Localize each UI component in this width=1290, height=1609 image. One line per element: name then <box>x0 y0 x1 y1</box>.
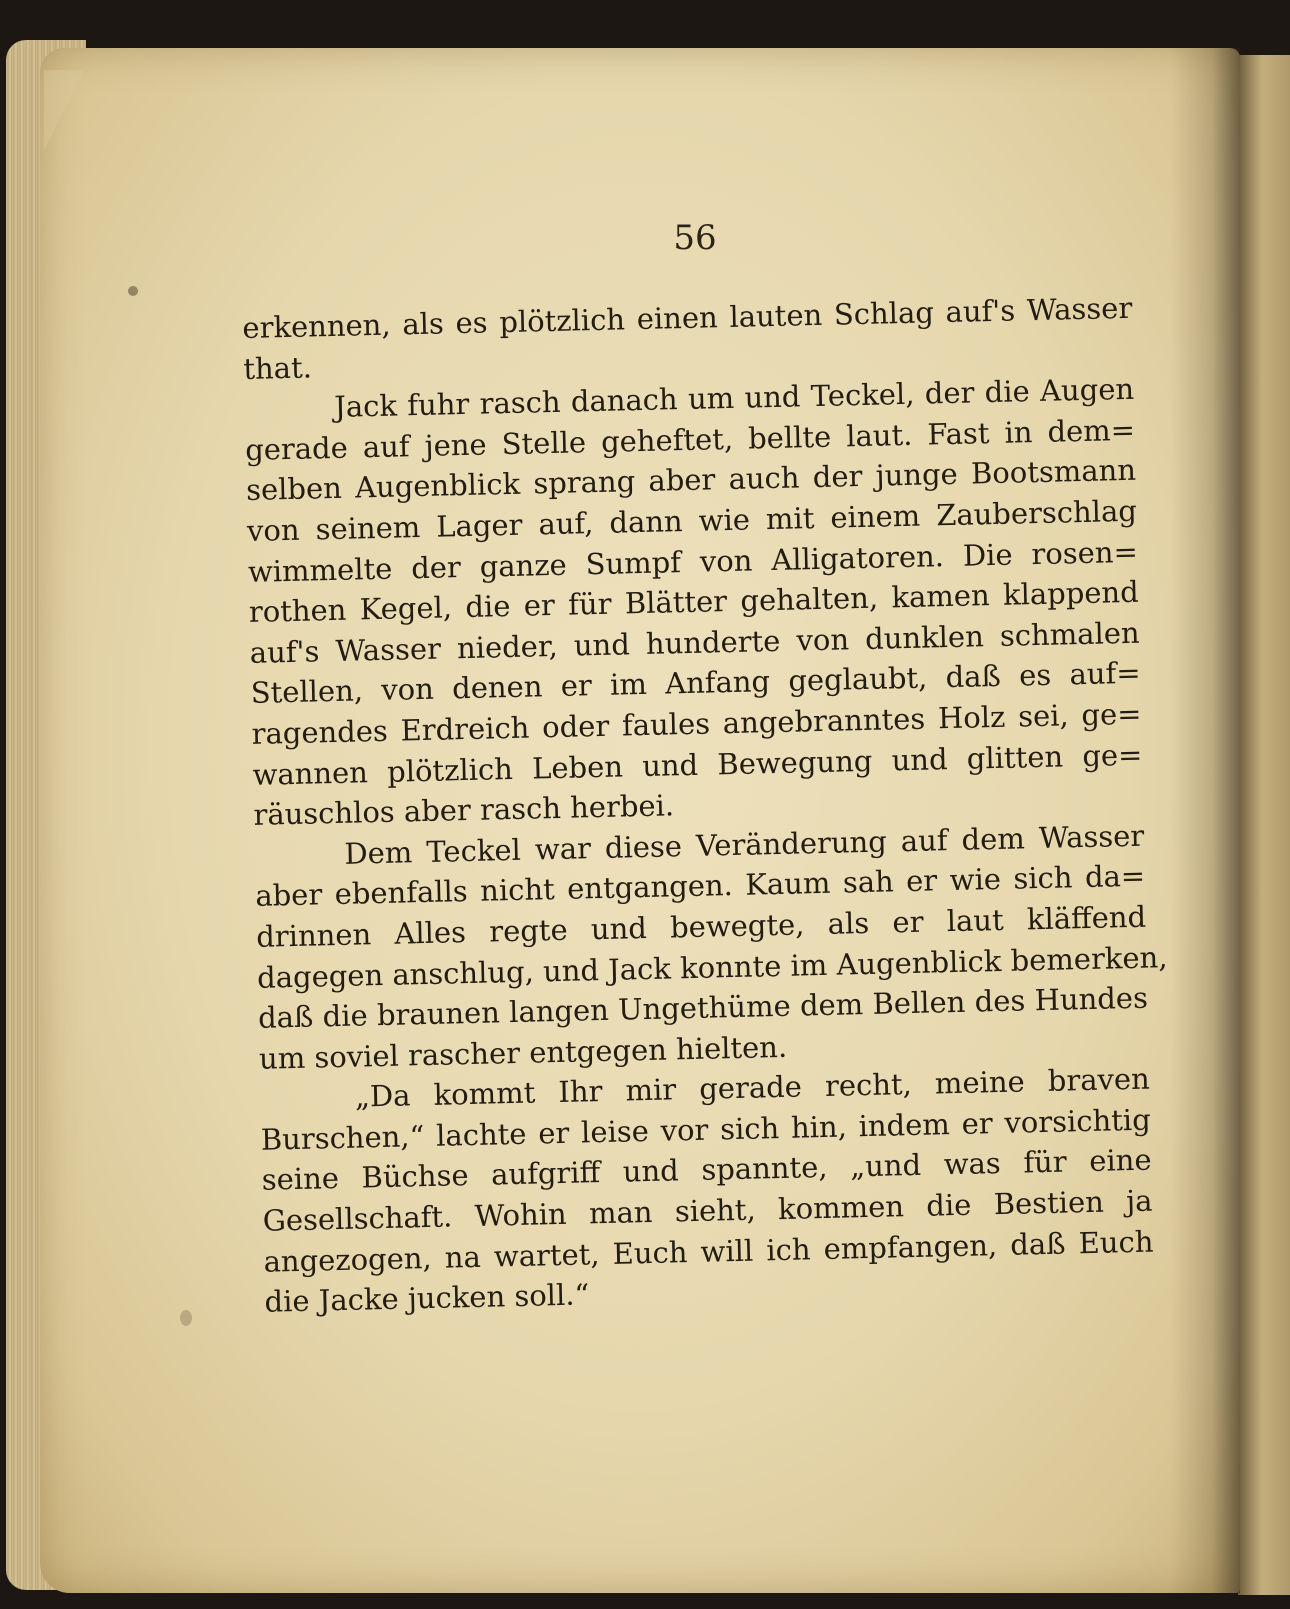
text-line: wimmelte der ganze Sumpf von Alligatoren. Die rosen= <box>247 534 1139 589</box>
text-line: Dem Teckel war diese Veränderung auf dem Wasser <box>344 818 1145 871</box>
text-line: um soviel rascher entgegen hielten. <box>258 1029 788 1076</box>
paper-spot <box>128 286 138 296</box>
corner-fold <box>44 70 84 150</box>
text-line: erkennen, als es plötzlich einen lauten Schlag auf's Wasser <box>242 290 1133 345</box>
facing-page-edge <box>1238 55 1290 1595</box>
text-line: auf's Wasser nieder, und hunderte von dunklen schmalen <box>249 615 1140 670</box>
text-line: wannen plötzlich Leben und Bewegung und glitten ge= <box>252 737 1143 792</box>
page-gutter <box>1170 48 1240 1593</box>
text-line: räuschlos aber rasch herbei. <box>253 788 675 832</box>
text-line: Gesellschaft. Wohin man sieht, kommen die Bestien ja <box>262 1183 1153 1238</box>
text-line: selben Augenblick sprang aber auch der junge Bootsmann <box>245 453 1137 508</box>
text-line: die Jacke jucken soll.“ <box>264 1277 590 1319</box>
text-line: dagegen anschlug, und Jack konnte im Augenblick bemerken, <box>256 939 1168 995</box>
text-line: angezogen, na wartet, Euch will ich empfangen, daß Euch <box>263 1224 1154 1279</box>
text-line: von seinem Lager auf, dann wie mit einem Zauberschlag <box>246 493 1138 548</box>
text-line: aber ebenfalls nicht entgangen. Kaum sah er wie sich da= <box>254 858 1146 914</box>
text-line: drinnen Alles regte und bewegte, als er laut kläffend <box>255 899 1147 954</box>
text-line: gerade auf jene Stelle geheftet, bellte laut. Fast in dem= <box>244 412 1136 467</box>
paper-spot <box>180 1310 192 1326</box>
text-line: Burschen,“ lachte er leise vor sich hin, indem er vorsichtig <box>260 1102 1152 1157</box>
text-line: rothen Kegel, die er für Blätter gehalten, kamen klappend <box>248 574 1140 630</box>
text-line: Stellen, von denen er im Anfang geglaubt, daß es auf= <box>250 656 1141 711</box>
body-text <box>242 288 1168 1323</box>
text-line: daß die braunen langen Ungethüme dem Bellen des Hundes <box>257 980 1149 1035</box>
page-number: 56 <box>673 218 717 258</box>
text-line: „Da kommt Ihr mir gerade recht, meine braven <box>354 1061 1151 1114</box>
text-line: ragendes Erdreich oder faules angebranntes Holz sei, ge= <box>251 696 1142 751</box>
text-line: Jack fuhr rasch danach um und Teckel, der die Augen <box>333 371 1135 425</box>
text-line: seine Büchse aufgriff und spannte, „und was für eine <box>261 1143 1152 1198</box>
text-line: that. <box>242 350 313 386</box>
